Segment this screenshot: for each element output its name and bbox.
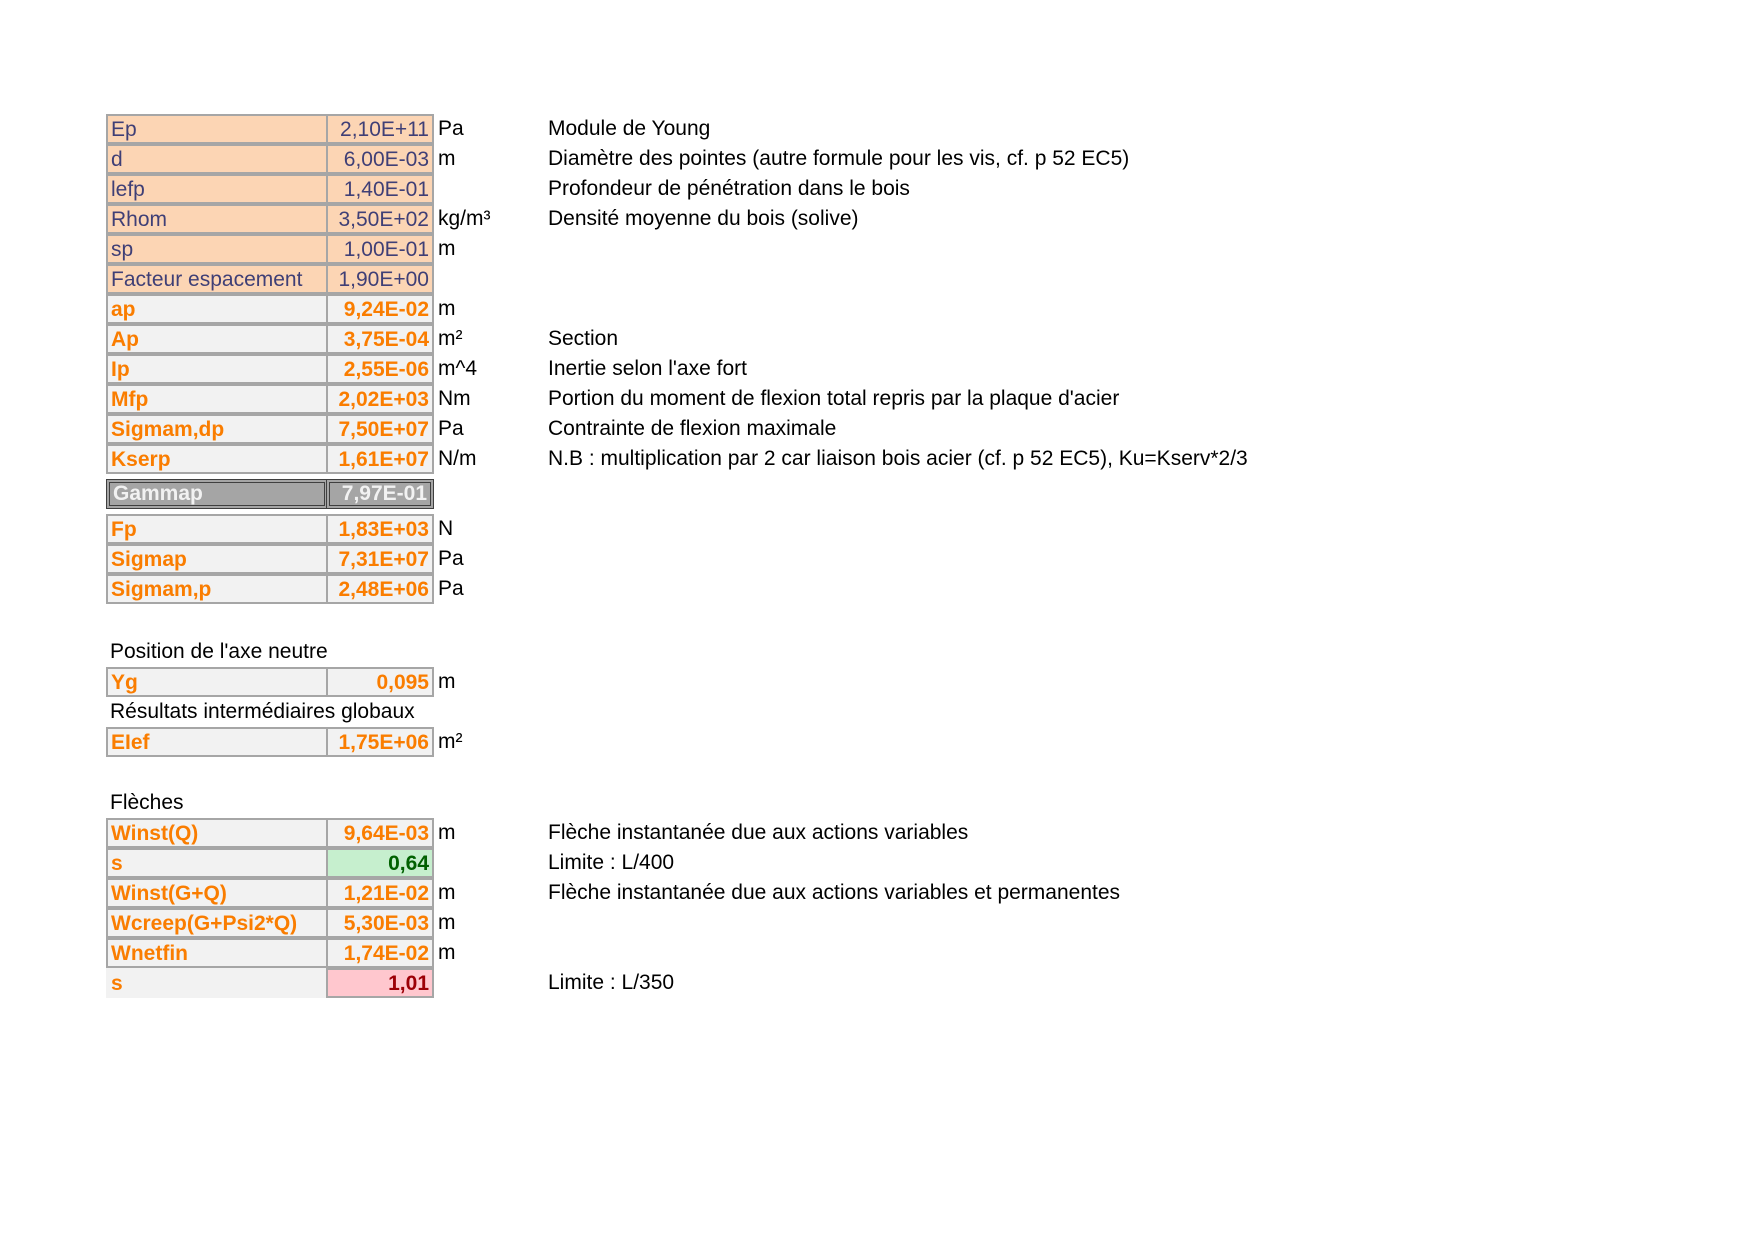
param-unit: N/m bbox=[438, 447, 477, 470]
param-description: Diamètre des pointes (autre formule pour les vis, cf. p 52 EC5) bbox=[548, 147, 1130, 170]
section-heading-deflections: Flèches bbox=[110, 791, 184, 814]
param-name[interactable]: Winst(G+Q) bbox=[106, 878, 328, 908]
ratio-value-ok[interactable]: 0,64 bbox=[326, 848, 434, 878]
param-value[interactable]: 1,61E+07 bbox=[326, 444, 434, 474]
param-description: Contrainte de flexion maximale bbox=[548, 417, 837, 440]
table-row bbox=[106, 968, 674, 998]
param-description: Inertie selon l'axe fort bbox=[548, 357, 747, 380]
param-value[interactable]: 1,83E+03 bbox=[326, 514, 434, 544]
param-value[interactable]: 1,75E+06 bbox=[326, 727, 434, 757]
param-unit: m^4 bbox=[438, 357, 478, 380]
param-unit: m² bbox=[438, 730, 463, 753]
table-row bbox=[106, 908, 548, 938]
param-value[interactable]: 6,00E-03 bbox=[326, 144, 434, 174]
param-value[interactable]: 2,48E+06 bbox=[326, 574, 434, 604]
table-row bbox=[106, 144, 1129, 174]
table-row bbox=[106, 727, 548, 757]
param-description: Densité moyenne du bois (solive) bbox=[548, 207, 859, 230]
table-row bbox=[106, 114, 710, 144]
param-unit: m bbox=[438, 237, 456, 260]
table-row bbox=[106, 667, 548, 697]
table-row bbox=[106, 204, 859, 234]
param-value[interactable]: 1,74E-02 bbox=[326, 938, 434, 968]
param-unit: Pa bbox=[438, 417, 464, 440]
param-value[interactable]: 7,31E+07 bbox=[326, 544, 434, 574]
param-name[interactable]: Sigmam,dp bbox=[106, 414, 328, 444]
param-unit: m bbox=[438, 941, 456, 964]
param-value[interactable]: 1,40E-01 bbox=[326, 174, 434, 204]
param-unit: Nm bbox=[438, 387, 471, 410]
param-name[interactable]: Wcreep(G+Psi2*Q) bbox=[106, 908, 328, 938]
param-name[interactable]: s bbox=[106, 848, 328, 878]
param-value[interactable]: 2,55E-06 bbox=[326, 354, 434, 384]
param-name[interactable]: Winst(Q) bbox=[106, 818, 328, 848]
param-name[interactable]: s bbox=[106, 968, 328, 998]
table-row bbox=[106, 444, 1248, 474]
param-description: Portion du moment de flexion total repris par la plaque d'acier bbox=[548, 387, 1120, 410]
param-description: N.B : multiplication par 2 car liaison bois acier (cf. p 52 EC5), Ku=Kserv*2/3 bbox=[548, 447, 1248, 470]
param-description: Module de Young bbox=[548, 117, 711, 140]
param-name[interactable]: Sigmam,p bbox=[106, 574, 328, 604]
table-row bbox=[106, 264, 548, 294]
param-unit: m bbox=[438, 881, 456, 904]
param-unit: Pa bbox=[438, 547, 464, 570]
section-heading-global-results: Résultats intermédiaires globaux bbox=[110, 700, 415, 723]
ratio-value-bad[interactable]: 1,01 bbox=[326, 968, 434, 998]
param-description: Flèche instantanée due aux actions variables bbox=[548, 821, 969, 844]
table-row bbox=[106, 354, 747, 384]
param-value[interactable]: 3,50E+02 bbox=[326, 204, 434, 234]
param-name[interactable]: sp bbox=[106, 234, 328, 264]
param-name[interactable]: Ep bbox=[106, 114, 328, 144]
table-row bbox=[106, 938, 548, 968]
param-unit: m bbox=[438, 821, 456, 844]
param-description: Section bbox=[548, 327, 619, 350]
param-value[interactable]: 1,21E-02 bbox=[326, 878, 434, 908]
table-row bbox=[106, 414, 836, 444]
param-value[interactable]: 0,095 bbox=[326, 667, 434, 697]
param-unit: m bbox=[438, 297, 456, 320]
param-name[interactable]: EIef bbox=[106, 727, 328, 757]
param-unit: m² bbox=[438, 327, 463, 350]
param-value[interactable]: 9,64E-03 bbox=[326, 818, 434, 848]
param-description: Flèche instantanée due aux actions variables et permanentes bbox=[548, 881, 1121, 904]
table-row bbox=[106, 878, 1120, 908]
param-value[interactable]: 7,97E-01 bbox=[326, 479, 434, 509]
param-name[interactable]: Gammap bbox=[106, 479, 328, 509]
param-unit: m bbox=[438, 147, 456, 170]
table-row bbox=[106, 848, 674, 878]
table-row bbox=[106, 818, 968, 848]
param-unit: m bbox=[438, 670, 456, 693]
table-row bbox=[106, 574, 548, 604]
param-name[interactable]: Mfp bbox=[106, 384, 328, 414]
param-name[interactable]: lefp bbox=[106, 174, 328, 204]
table-row bbox=[106, 479, 548, 509]
param-name[interactable]: Fp bbox=[106, 514, 328, 544]
param-description: Limite : L/350 bbox=[548, 971, 675, 994]
param-unit: Pa bbox=[438, 577, 464, 600]
table-row bbox=[106, 294, 548, 324]
param-name[interactable]: d bbox=[106, 144, 328, 174]
param-value[interactable]: 2,10E+11 bbox=[326, 114, 434, 144]
param-value[interactable]: 1,00E-01 bbox=[326, 234, 434, 264]
table-row bbox=[106, 544, 548, 574]
param-name[interactable]: Ip bbox=[106, 354, 328, 384]
param-name[interactable]: Kserp bbox=[106, 444, 328, 474]
param-name[interactable]: Sigmap bbox=[106, 544, 328, 574]
param-name[interactable]: Ap bbox=[106, 324, 328, 354]
table-row bbox=[106, 384, 1119, 414]
param-unit: kg/m³ bbox=[438, 207, 491, 230]
param-value[interactable]: 9,24E-02 bbox=[326, 294, 434, 324]
param-name[interactable]: Facteur espacement bbox=[106, 264, 328, 294]
table-row bbox=[106, 324, 618, 354]
param-unit: N bbox=[438, 517, 454, 540]
param-unit: Pa bbox=[438, 117, 464, 140]
table-row bbox=[106, 174, 910, 204]
param-name[interactable]: Rhom bbox=[106, 204, 328, 234]
param-value[interactable]: 1,90E+00 bbox=[326, 264, 434, 294]
table-row bbox=[106, 514, 548, 544]
section-heading-neutral-axis: Position de l'axe neutre bbox=[110, 640, 328, 663]
param-description: Limite : L/400 bbox=[548, 851, 675, 874]
param-value[interactable]: 7,50E+07 bbox=[326, 414, 434, 444]
param-value[interactable]: 3,75E-04 bbox=[326, 324, 434, 354]
param-description: Profondeur de pénétration dans le bois bbox=[548, 177, 910, 200]
param-value[interactable]: 5,30E-03 bbox=[326, 908, 434, 938]
param-value[interactable]: 2,02E+03 bbox=[326, 384, 434, 414]
table-row bbox=[106, 234, 548, 264]
param-name[interactable]: Yg bbox=[106, 667, 328, 697]
param-name[interactable]: ap bbox=[106, 294, 328, 324]
param-name[interactable]: Wnetfin bbox=[106, 938, 328, 968]
param-unit: m bbox=[438, 911, 456, 934]
